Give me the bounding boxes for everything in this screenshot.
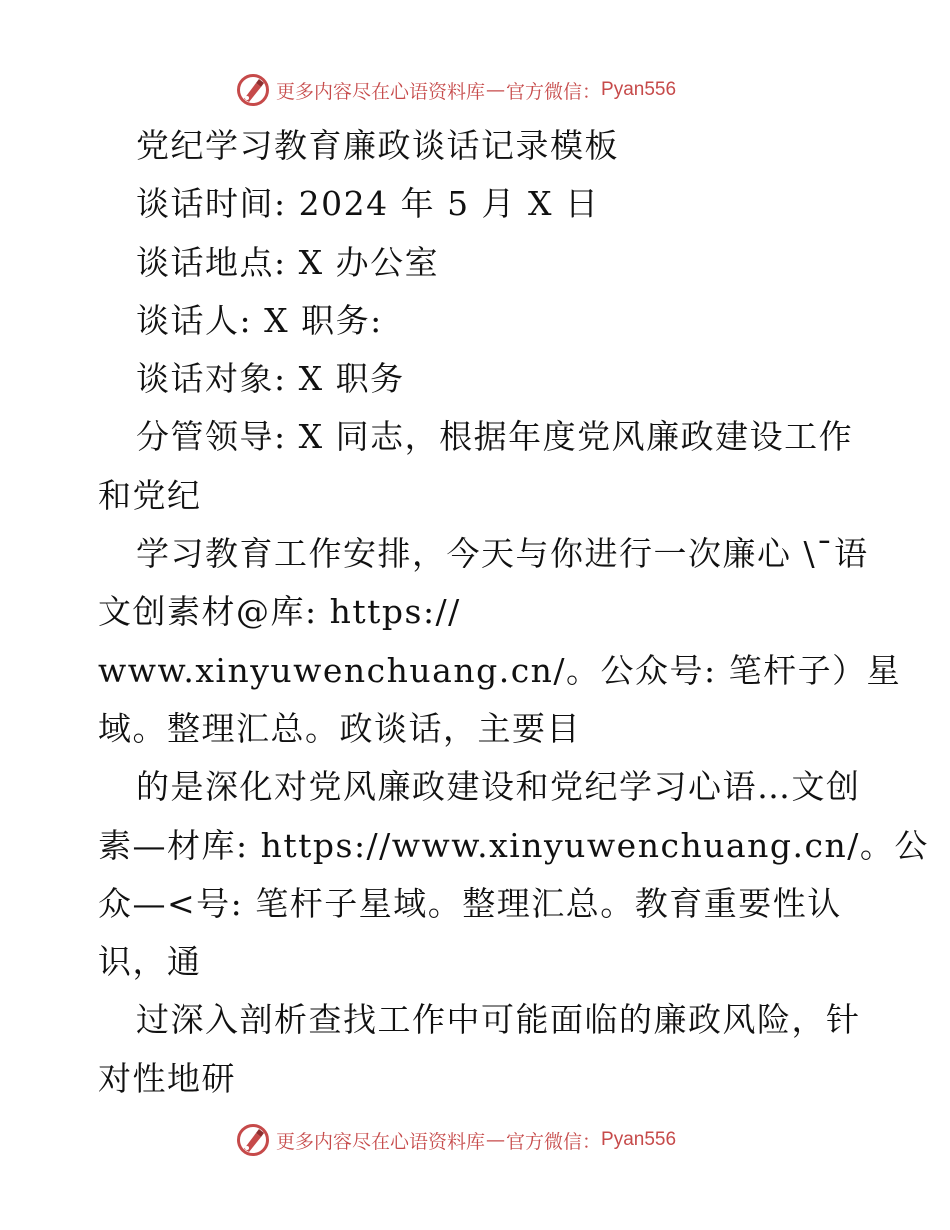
doc-title: 党纪学习教育廉政谈话记录模板 (136, 126, 619, 165)
doc-line: 谈话人: X 职务: (136, 300, 383, 340)
pen-circle-logo-icon (236, 1123, 270, 1157)
doc-line: 对性地研 (98, 1058, 236, 1098)
doc-line: 众—<号: 笔杆子星域。整理汇总。教育重要性认 (98, 883, 842, 923)
footer-separator: — (486, 1129, 506, 1151)
footer-wechat-label: 官方微信： (506, 1130, 602, 1153)
doc-line: 过深入剖析查找工作中可能面临的廉政风险，针 (136, 1000, 861, 1040)
doc-line: 谈话时间: 2024 年 5 月 X 日 (136, 184, 600, 224)
doc-line: www.xinyuwenchuang.cn/。公众号: 笔杆子）星 (98, 650, 902, 690)
doc-line: 文创素材@库: https:// (98, 592, 461, 632)
footer-wechat-id: Pyan556 (601, 1129, 677, 1150)
header-brand-text: 更多内容尽在心语资料库 (276, 80, 486, 103)
doc-line: 分管领导: X 同志，根据年度党风廉政建设工作 (136, 417, 854, 457)
doc-line: 学习教育工作安排，今天与你进行一次廉心 \¯语 (136, 534, 869, 574)
doc-line: 素—材库: https://www.xinyuwenchuang.cn/。公 (98, 825, 929, 865)
header-wechat-label: 官方微信： (506, 80, 602, 103)
footer-brand-text: 更多内容尽在心语资料库 (276, 1130, 486, 1153)
footer-banner (236, 1120, 676, 1160)
doc-line: 和党纪 (98, 475, 202, 515)
pen-circle-logo-icon (236, 73, 270, 107)
header-banner (236, 70, 676, 110)
header-wechat-id: Pyan556 (601, 79, 677, 100)
doc-line: 域。整理汇总。政谈话，主要目 (98, 708, 581, 748)
doc-line: 识，通 (98, 942, 202, 982)
doc-line: 谈话地点: X 办公室 (136, 242, 440, 282)
document-body (98, 117, 929, 1108)
header-separator: — (486, 79, 506, 101)
doc-line: 的是深化对党风廉政建设和党纪学习心语…文创 (136, 767, 861, 807)
doc-line: 谈话对象: X 职务 (136, 359, 405, 399)
